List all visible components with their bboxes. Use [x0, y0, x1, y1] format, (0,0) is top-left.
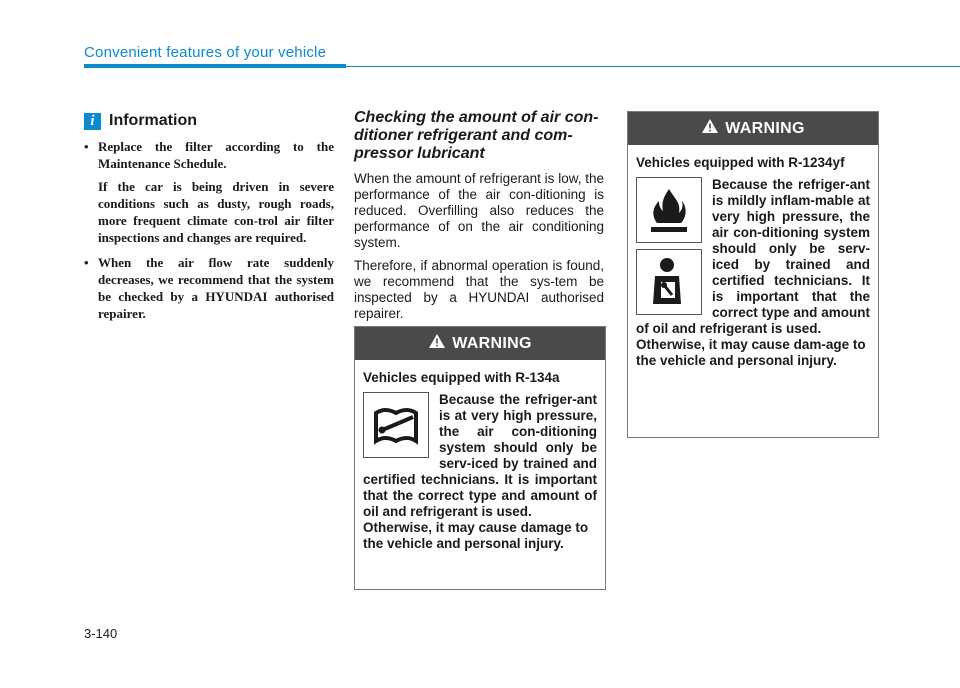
info-icon: i [84, 113, 101, 130]
info-item-text: • When the air flow rate suddenly decreases, we recommend that the system be checked by a HYUNDAI authorised repairer. [98, 255, 334, 321]
warning-triangle-icon [701, 118, 719, 139]
page-number: 3-140 [84, 626, 118, 641]
warning-header [628, 112, 878, 145]
warning-lead: Vehicles equipped with R-1234yf [636, 155, 845, 170]
warning-text: Because the refriger-ant is mildly inflam-mable at very high pressure, the air con-ditioning system should only be serv-iced by trained and certified technicians. It is important that the correct type and amount of oil and refrigerant is used. [636, 177, 870, 336]
list-item [84, 254, 334, 322]
body-paragraph: When the amount of refrigerant is low, the performance of the air con-ditioning is reduced. Overfilling also reduces the performance of on the air conditioning system. [354, 171, 604, 250]
service-manual-icon [363, 392, 429, 458]
warning-header [355, 327, 605, 360]
warning-triangle-icon [428, 333, 446, 354]
warning-box-r134a [354, 326, 606, 590]
header-rule-thick [84, 64, 346, 68]
information-block [84, 112, 334, 330]
technician-icon [636, 249, 702, 315]
information-list [84, 138, 334, 322]
info-item-extra: If the car is being driven in severe conditions such as dusty, rough roads, more frequent climate con-trol air filter inspections and changes are required. [98, 179, 334, 245]
warning-lead: Vehicles equipped with R-134a [363, 370, 560, 385]
header-rule-thin [346, 66, 960, 67]
section-heading: Checking the amount of air con-ditioner refrigerant and com-pressor lubricant [354, 109, 599, 162]
list-item [84, 138, 334, 246]
refrigerant-section [354, 109, 604, 329]
warning-note: Otherwise, it may cause damage to the vehicle and personal injury. [363, 520, 589, 551]
information-heading [84, 112, 334, 130]
warning-body [628, 145, 878, 383]
warning-label: WARNING [725, 119, 805, 137]
body-paragraph: Therefore, if abnormal operation is found, we recommend that the sys-tem be inspected by a HYUNDAI authorised repairer. [354, 258, 604, 321]
info-item-text: • Replace the filter according to the Maintenance Schedule. [98, 139, 334, 171]
warning-label: WARNING [452, 334, 532, 352]
section-title: Convenient features of your vehicle [84, 44, 327, 61]
warning-body [355, 360, 605, 566]
warning-note: Otherwise, it may cause dam-age to the vehicle and personal injury. [636, 337, 866, 368]
information-title: Information [109, 112, 197, 129]
flammable-icon [636, 177, 702, 243]
warning-text: Because the refriger-ant is at very high pressure, the air con-ditioning system should only be serv-iced by trained and certified technicians. It is important that the correct type and amount of oil and refrigerant is used. [363, 392, 597, 519]
warning-box-r1234yf [627, 111, 879, 438]
